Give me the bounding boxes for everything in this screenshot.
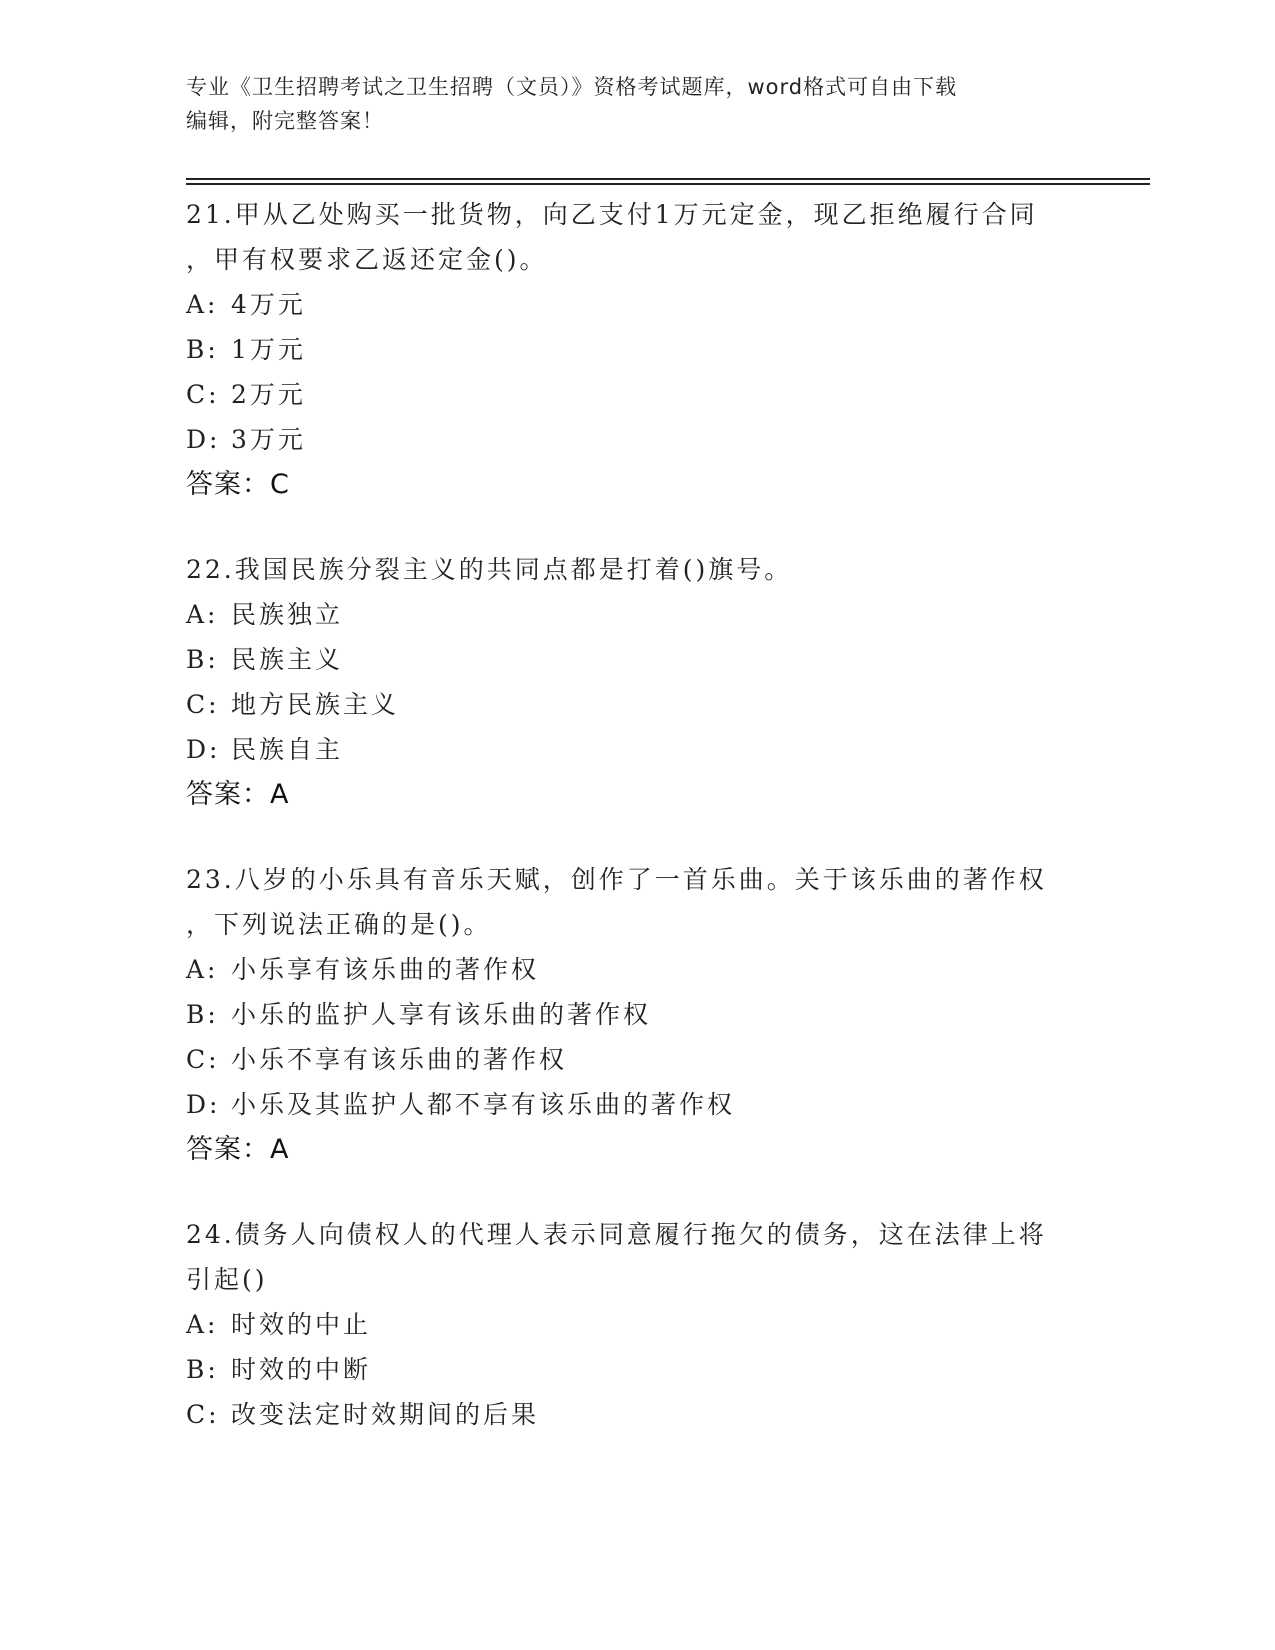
header-divider-top [186, 178, 1150, 180]
option-d [186, 417, 1086, 462]
question-stem [186, 547, 1086, 592]
option-a [186, 947, 1086, 992]
option-letter: D: [186, 425, 221, 454]
option-c [186, 1392, 1086, 1437]
header-line-2: 编辑，附完整答案！ [186, 109, 384, 133]
option-text: 2万元 [231, 380, 306, 409]
option-letter: B: [186, 335, 219, 364]
option-letter: A: [186, 290, 219, 319]
question-stem-line-1: 23.八岁的小乐具有音乐天赋，创作了一首乐曲。关于该乐曲的著作权 [186, 865, 1047, 894]
option-text: 小乐享有该乐曲的著作权 [231, 955, 540, 984]
option-text: 3万元 [231, 425, 306, 454]
header-divider-bottom [186, 183, 1150, 185]
option-d [186, 1082, 1086, 1127]
option-d [186, 727, 1086, 772]
option-c [186, 372, 1086, 417]
question-stem-line-2: ，下列说法正确的是()。 [186, 910, 492, 939]
question-stem [186, 192, 1086, 282]
answer-line: 答案：A [186, 1134, 290, 1165]
option-text: 小乐及其监护人都不享有该乐曲的著作权 [231, 1090, 736, 1119]
option-letter: B: [186, 1000, 219, 1029]
question-stem-line-1: 24.债务人向债权人的代理人表示同意履行拖欠的债务，这在法律上将 [186, 1220, 1047, 1249]
option-text: 改变法定时效期间的后果 [231, 1400, 540, 1429]
option-text: 地方民族主义 [231, 690, 400, 719]
answer-line: 答案：A [186, 779, 290, 810]
option-letter: B: [186, 1355, 219, 1384]
option-letter: C: [186, 1045, 220, 1074]
option-letter: C: [186, 690, 220, 719]
document-header [186, 70, 1066, 138]
option-text: 1万元 [231, 335, 306, 364]
question-list [186, 192, 1086, 1477]
option-text: 时效的中止 [231, 1310, 372, 1339]
option-letter: C: [186, 380, 220, 409]
question-stem-line-1: 21.甲从乙处购买一批货物，向乙支付1万元定金，现乙拒绝履行合同 [186, 200, 1038, 229]
option-text: 小乐不享有该乐曲的著作权 [231, 1045, 568, 1074]
option-b [186, 637, 1086, 682]
question-24 [186, 1212, 1086, 1437]
option-b [186, 992, 1086, 1037]
option-c [186, 682, 1086, 727]
option-text: 小乐的监护人享有该乐曲的著作权 [231, 1000, 652, 1029]
option-text: 民族主义 [231, 645, 344, 674]
question-22 [186, 547, 1086, 817]
question-stem-line-1: 22.我国民族分裂主义的共同点都是打着()旗号。 [186, 555, 793, 584]
answer-line: 答案：C [186, 469, 290, 500]
option-letter: C: [186, 1400, 220, 1429]
question-stem [186, 1212, 1086, 1302]
option-b [186, 327, 1086, 372]
header-line-1: 专业《卫生招聘考试之卫生招聘（文员）》资格考试题库，word格式可自由下载 [186, 75, 958, 99]
option-text: 民族自主 [231, 735, 344, 764]
question-23 [186, 857, 1086, 1172]
option-text: 4万元 [231, 290, 306, 319]
option-letter: B: [186, 645, 219, 674]
option-text: 民族独立 [231, 600, 344, 629]
option-b [186, 1347, 1086, 1392]
option-letter: A: [186, 600, 219, 629]
option-letter: A: [186, 955, 219, 984]
option-a [186, 1302, 1086, 1347]
question-stem [186, 857, 1086, 947]
question-21 [186, 192, 1086, 507]
question-stem-line-2: ，甲有权要求乙返还定金()。 [186, 245, 548, 274]
option-c [186, 1037, 1086, 1082]
question-stem-line-2: 引起() [186, 1265, 268, 1294]
option-a [186, 282, 1086, 327]
option-letter: A: [186, 1310, 219, 1339]
option-letter: D: [186, 1090, 221, 1119]
option-text: 时效的中断 [231, 1355, 372, 1384]
option-letter: D: [186, 735, 221, 764]
option-a [186, 592, 1086, 637]
